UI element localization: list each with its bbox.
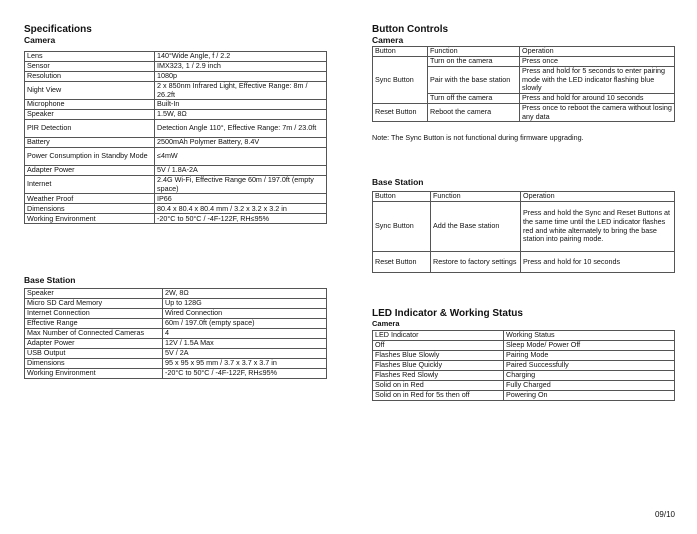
label-cell: Adapter Power [25, 166, 155, 176]
label-cell: Power Consumption in Standby Mode [25, 148, 155, 166]
operation-cell: Press and hold for around 10 seconds [520, 94, 675, 104]
value-cell: 2.4G Wi-Fi, Effective Range 60m / 197.0ft (empty space) [155, 176, 327, 194]
label-cell: Off [373, 341, 504, 351]
table-row [25, 319, 327, 329]
label-cell: Flashes Blue Slowly [373, 351, 504, 361]
label-cell: Internet [25, 176, 155, 194]
value-cell: -20°C to 50°C / -4F-122F, RH≤95% [155, 214, 327, 224]
value-cell: Sleep Mode/ Power Off [504, 341, 675, 351]
value-cell: 5V / 1.8A-2A [155, 166, 327, 176]
table-row [373, 351, 675, 361]
label-cell: Lens [25, 52, 155, 62]
label-cell: Solid on in Red [373, 381, 504, 391]
table-row [25, 100, 327, 110]
table-row [373, 341, 675, 351]
table-row [25, 299, 327, 309]
label-cell: USB Output [25, 349, 163, 359]
sync-button-cell: Sync Button [373, 202, 431, 252]
function-cell: Turn on the camera [428, 57, 520, 67]
button-header: Button [373, 47, 428, 57]
table-row [25, 194, 327, 204]
table-row [25, 166, 327, 176]
function-cell: Pair with the base station [428, 67, 520, 94]
operation-cell: Press once [520, 57, 675, 67]
function-cell: Reboot the camera [428, 104, 520, 122]
reset-button-cell: Reset Button [373, 104, 428, 122]
operation-cell: Press and hold for 5 seconds to enter pairing mode with the LED indicator flashing blue slowly [520, 67, 675, 94]
table-row [25, 349, 327, 359]
table-row [25, 309, 327, 319]
table-row [25, 339, 327, 349]
value-cell: 60m / 197.0ft (empty space) [163, 319, 327, 329]
camera-specs-table [24, 51, 327, 224]
specifications-title: Specifications [24, 24, 92, 35]
camera-specs-subtitle: Camera [24, 35, 56, 45]
table-row [373, 361, 675, 371]
value-cell: 2500mAh Polymer Battery, 8.4V [155, 138, 327, 148]
label-cell: Battery [25, 138, 155, 148]
function-cell: Turn off the camera [428, 94, 520, 104]
table-row [25, 72, 327, 82]
label-cell: Working Environment [25, 369, 163, 379]
value-cell: Powering On [504, 391, 675, 401]
reset-button-cell: Reset Button [373, 252, 431, 273]
value-cell: 2 x 850nm Infrared Light, Effective Range: 8m / 26.2ft [155, 82, 327, 100]
value-cell: Up to 128G [163, 299, 327, 309]
button-controls-camera-subtitle: Camera [372, 35, 404, 45]
table-row [25, 138, 327, 148]
table-row [25, 214, 327, 224]
camera-button-table [372, 46, 675, 122]
value-cell: ≤4mW [155, 148, 327, 166]
table-row [373, 371, 675, 381]
label-cell: LED Indicator [373, 331, 504, 341]
label-cell: Flashes Red Slowly [373, 371, 504, 381]
base-station-specs-subtitle: Base Station [24, 275, 76, 285]
label-cell: Internet Connection [25, 309, 163, 319]
function-header: Function [431, 192, 521, 202]
base-station-button-table [372, 191, 675, 273]
label-cell: Working Environment [25, 214, 155, 224]
value-cell: Working Status [504, 331, 675, 341]
operation-cell: Press and hold the Sync and Reset Buttons at the same time until the LED indicator flashes red and white alternately to bring the base station into pairing mode. [521, 202, 675, 252]
sync-button-cell: Sync Button [373, 57, 428, 104]
button-header: Button [373, 192, 431, 202]
value-cell: 12V / 1.5A Max [163, 339, 327, 349]
page-number: 09/10 [654, 510, 675, 519]
table-row [25, 329, 327, 339]
led-camera-subtitle: Camera [372, 319, 400, 328]
label-cell: Flashes Blue Quickly [373, 361, 504, 371]
led-status-table [372, 330, 675, 401]
function-cell: Restore to factory settings [431, 252, 521, 273]
label-cell: Micro SD Card Memory [25, 299, 163, 309]
table-row [25, 204, 327, 214]
sync-button-note: Note: The Sync Button is not functional during firmware upgrading. [372, 133, 584, 142]
table-row [373, 391, 675, 401]
operation-header: Operation [521, 192, 675, 202]
value-cell: Detection Angle 110°, Effective Range: 7m / 23.0ft [155, 120, 327, 138]
value-cell: Paired Successfully [504, 361, 675, 371]
label-cell: Effective Range [25, 319, 163, 329]
table-row [25, 62, 327, 72]
label-cell: Speaker [25, 289, 163, 299]
base-station-specs-table [24, 288, 327, 379]
value-cell: Pairing Mode [504, 351, 675, 361]
value-cell: 1.5W, 8Ω [155, 110, 327, 120]
table-row [25, 359, 327, 369]
table-row [25, 110, 327, 120]
value-cell: Charging [504, 371, 675, 381]
operation-header: Operation [520, 47, 675, 57]
table-row [25, 289, 327, 299]
value-cell: 140°Wide Angle, f / 2.2 [155, 52, 327, 62]
table-row [25, 120, 327, 138]
label-cell: PIR Detection [25, 120, 155, 138]
label-cell: Resolution [25, 72, 155, 82]
value-cell: 5V / 2A [163, 349, 327, 359]
value-cell: 95 x 95 x 95 mm / 3.7 x 3.7 x 3.7 in [163, 359, 327, 369]
function-header: Function [428, 47, 520, 57]
value-cell: -20°C to 50°C / -4F-122F, RH≤95% [163, 369, 327, 379]
function-cell: Add the Base station [431, 202, 521, 252]
operation-cell: Press and hold for 10 seconds [521, 252, 675, 273]
label-cell: Sensor [25, 62, 155, 72]
label-cell: Night View [25, 82, 155, 100]
value-cell: Fully Charged [504, 381, 675, 391]
table-row [25, 176, 327, 194]
value-cell: 4 [163, 329, 327, 339]
label-cell: Speaker [25, 110, 155, 120]
value-cell: IMX323, 1 / 2.9 inch [155, 62, 327, 72]
label-cell: Adapter Power [25, 339, 163, 349]
value-cell: Wired Connection [163, 309, 327, 319]
value-cell: 80.4 x 80.4 x 80.4 mm / 3.2 x 3.2 x 3.2 in [155, 204, 327, 214]
label-cell: Dimensions [25, 204, 155, 214]
label-cell: Dimensions [25, 359, 163, 369]
value-cell: 2W, 8Ω [163, 289, 327, 299]
label-cell: Microphone [25, 100, 155, 110]
table-row [25, 369, 327, 379]
table-row [373, 331, 675, 341]
value-cell: 1080p [155, 72, 327, 82]
button-controls-title: Button Controls [372, 24, 449, 35]
table-row [25, 148, 327, 166]
label-cell: Weather Proof [25, 194, 155, 204]
value-cell: Built-In [155, 100, 327, 110]
value-cell: IP66 [155, 194, 327, 204]
led-indicator-title: LED Indicator & Working Status [372, 308, 523, 319]
label-cell: Max Number of Connected Cameras [25, 329, 163, 339]
table-row [373, 381, 675, 391]
base-station-buttons-subtitle: Base Station [372, 177, 424, 187]
label-cell: Solid on in Red for 5s then off [373, 391, 504, 401]
table-row [25, 82, 327, 100]
operation-cell: Press once to reboot the camera without losing any data [520, 104, 675, 122]
table-row [25, 52, 327, 62]
